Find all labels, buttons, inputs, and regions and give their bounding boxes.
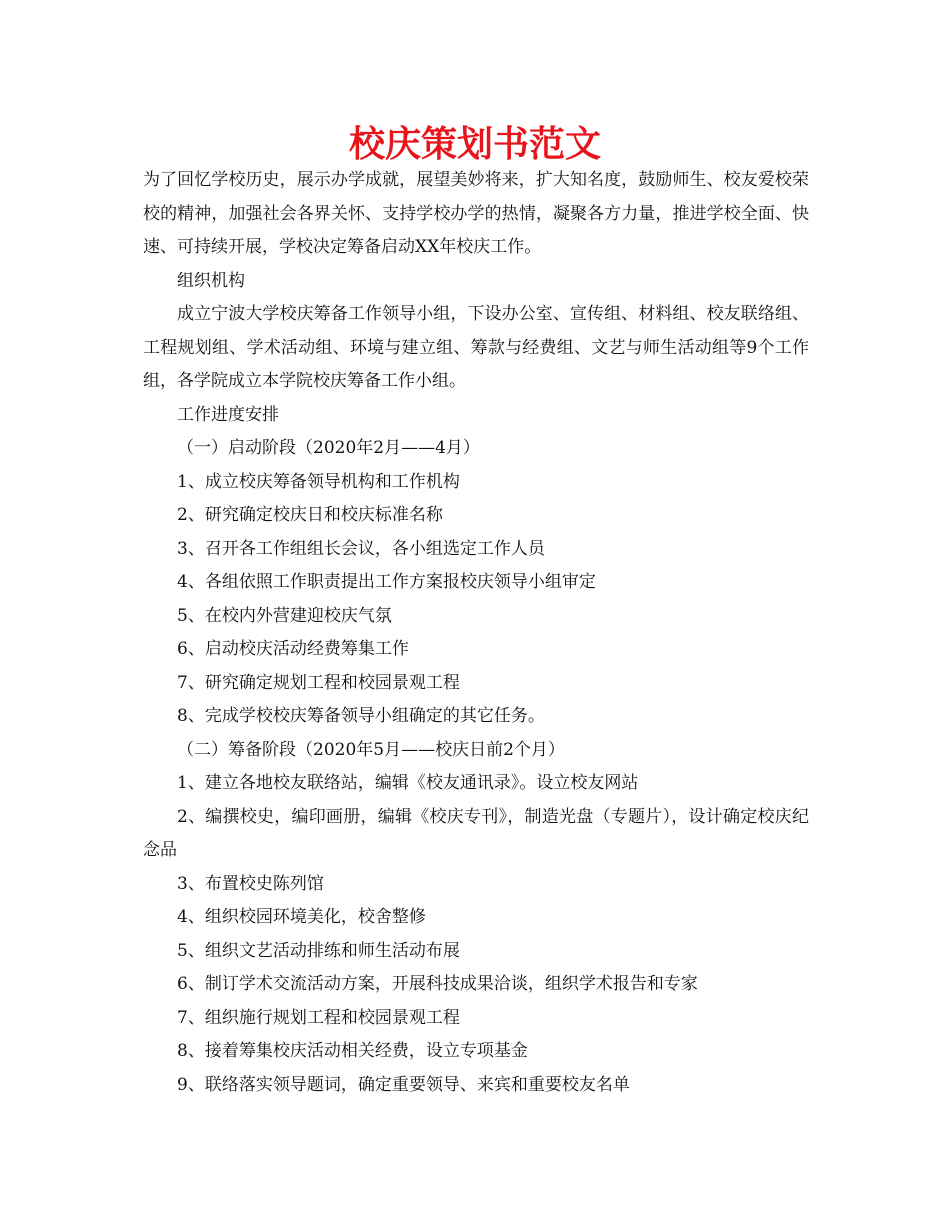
section-heading-schedule: 工作进度安排 (177, 404, 279, 425)
list-item: 6、制订学术交流活动方案，开展科技成果洽谈，组织学术报告和专家 (177, 974, 698, 994)
list-item: 6、启动校庆活动经费筹集工作 (177, 639, 409, 659)
list-item: 4、组织校园环境美化，校舍整修 (177, 907, 426, 927)
list-item: 7、组织施行规划工程和校园景观工程 (177, 1007, 460, 1028)
list-item: 3、布置校史陈列馆 (177, 873, 324, 894)
list-item: 5、在校内外营建迎校庆气氛 (177, 605, 392, 626)
list-item: 1、建立各地校友联络站，编辑《校友通讯录》。设立校友网站 (177, 773, 639, 793)
list-item: 2、研究确定校庆日和校庆标准名称 (177, 505, 443, 525)
document-body (143, 164, 809, 1102)
organization-paragraph: 成立宁波大学校庆筹备工作领导小组，下设办公室、宣传组、材料组、校友联络组、工程规划组、学术活动组、环境与建立组、筹款与经费组、文艺与师生活动组等9个工作组，各学院成立本学院校庆筹备工作小组。 (143, 304, 809, 391)
document-title: 校庆策划书范文 (348, 124, 601, 165)
list-item: 8、完成学校校庆筹备领导小组确定的其它任务。 (177, 706, 545, 726)
phase-heading-launch: （一）启动阶段（2020年2月——4月） (177, 438, 480, 458)
section-heading-organization: 组织机构 (177, 270, 245, 291)
list-item: 1、成立校庆筹备领导机构和工作机构 (177, 471, 460, 492)
list-item: 7、研究确定规划工程和校园景观工程 (177, 672, 460, 693)
list-item: 3、召开各工作组组长会议，各小组选定工作人员 (177, 538, 545, 559)
list-item: 9、联络落实领导题词，确定重要领导、来宾和重要校友名单 (177, 1074, 630, 1095)
phase-heading-preparation: （二）筹备阶段（2020年5月——校庆日前2个月） (177, 739, 565, 760)
list-item: 5、组织文艺活动排练和师生活动布展 (177, 940, 460, 961)
list-item: 4、各组依照工作职责提出工作方案报校庆领导小组审定 (177, 572, 596, 592)
intro-paragraph: 为了回忆学校历史，展示办学成就，展望美妙将来，扩大知名度，鼓励师生、校友爱校荣校的精神，加强社会各界关怀、支持学校办学的热情，凝聚各方力量，推进学校全面、快速、可持续开展，学校决定筹备启动XX年校庆工作。 (143, 170, 809, 257)
list-item: 8、接着筹集校庆活动相关经费，设立专项基金 (177, 1041, 528, 1061)
list-item: 2、编撰校史，编印画册，编辑《校庆专刊》，制造光盘（专题片），设计确定校庆纪念品 (143, 806, 809, 860)
